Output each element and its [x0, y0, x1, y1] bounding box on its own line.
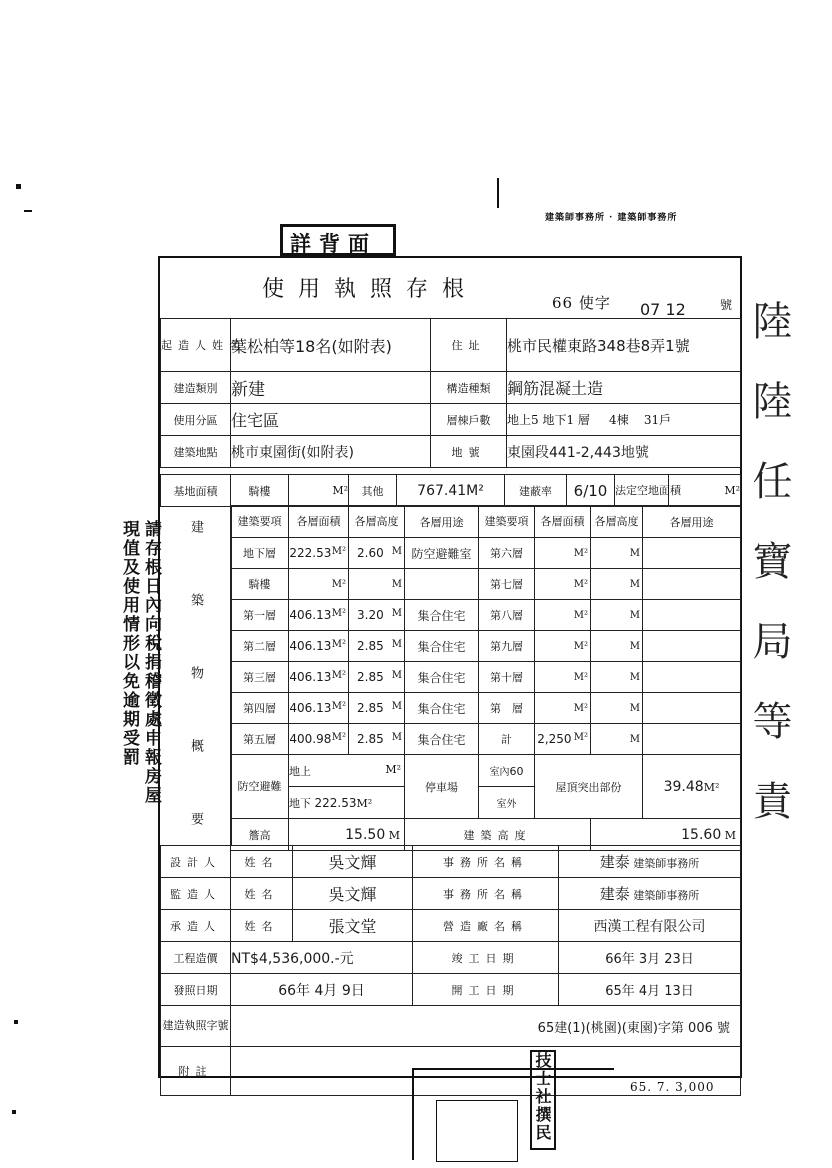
below-value: 222.53: [314, 795, 357, 810]
structure-value: 鋼筋混凝土造: [507, 379, 604, 398]
floor-row: 第三層 406.13 M² 2.85 M 集合住宅 第十層 M² M: [231, 662, 741, 693]
col-area: 各層面積: [289, 506, 349, 538]
cost-row: [161, 942, 741, 974]
floor-row: 第五層 400.98 M² 2.85 M 集合住宅 計 2,250 M² M: [231, 724, 741, 755]
floor-use: 集合住宅: [417, 701, 466, 716]
contractor-firm: 西漢工程有限公司: [593, 918, 706, 935]
firm-label: 營造廠名稱: [413, 910, 559, 942]
area-table: [160, 474, 741, 507]
floor-area: 406.13: [289, 608, 332, 622]
floor-name-right: 第七層: [490, 578, 523, 591]
start-label: 開工日期: [413, 974, 559, 1006]
side-note: 請存根日內向稅捐稽徵處申報房屋現值及使用情形以免逾期受罰: [119, 520, 161, 805]
floor-use: 集合住宅: [417, 732, 466, 747]
start-value: 65年 4月 13日: [605, 984, 694, 999]
contractor-name-label: 姓名: [231, 910, 293, 942]
floor-name-right: 第八層: [490, 609, 523, 622]
build-type-label: 建造類別: [161, 372, 231, 404]
floor-use: 防空避難室: [411, 546, 472, 561]
other-label: 其他: [349, 475, 397, 507]
eave-value: 15.50: [345, 826, 386, 843]
building-header-row: [231, 506, 741, 538]
issue-value: 66年 4月 9日: [278, 982, 365, 999]
designer-label: 設計人: [161, 846, 231, 878]
zone-value: 住宅區: [231, 411, 280, 430]
contractor-label: 承造人: [161, 910, 231, 942]
print-info: 65. 7. 3,000: [630, 1080, 715, 1094]
people-table: [160, 845, 741, 1096]
right-margin-text: 陸陸任寶局等責: [746, 300, 792, 860]
floor-name: 第五層: [243, 733, 276, 746]
bldg-height-label: 建築高度: [405, 819, 591, 851]
supervisor-row: 監造人 姓名 吳文輝 事務所名稱 建泰 建築師事務所: [161, 878, 741, 910]
outdoor-label: 室外: [479, 787, 535, 819]
completion-value: 66年 3月 23日: [605, 952, 694, 967]
building-table: [230, 505, 741, 851]
contractor-name: 張文堂: [328, 917, 377, 936]
floors-value: 地上5 地下1 層: [507, 413, 590, 427]
owner-row: [161, 319, 741, 372]
designer-office: 建泰: [599, 853, 630, 871]
scan-mark: [14, 1020, 18, 1024]
scan-mark: [24, 210, 32, 212]
floor-row: 騎樓 M² M 第七層 M² M: [231, 569, 741, 600]
floor-row: 地下層 222.53 M² 2.60 M 防空避難室 第六層 M² M: [231, 538, 741, 569]
right-top-stamp: 建築師事務所 · 建築師事務所: [545, 213, 678, 223]
supervisor-name: 吳文輝: [328, 885, 377, 904]
footer-frame-inner: [436, 1100, 518, 1162]
floor-row: 第四層 406.13 M² 2.85 M 集合住宅 第 層 M² M: [231, 693, 741, 724]
floor-use: 集合住宅: [417, 608, 466, 623]
height-row: 簷高 15.50 M 建築高度 15.60 M: [231, 819, 741, 851]
address-value: 桃市民權東路348巷8弄1號: [507, 336, 690, 355]
building-section-divider: [160, 505, 232, 846]
floor-height: 2.85: [357, 670, 384, 684]
coverage-value: 6/10: [573, 481, 608, 500]
designer-office-label: 事務所名稱: [413, 846, 559, 878]
col-area-right: 各層面積: [535, 506, 591, 538]
floor-row: 第二層 406.13 M² 2.85 M 集合住宅 第九層 M² M: [231, 631, 741, 662]
air-raid-below-row: 地下 222.53M² 室外: [231, 787, 741, 819]
roof-value: 39.48: [663, 778, 704, 795]
site-label: 建築地點: [161, 436, 231, 468]
building-section-label: 建築物概要: [188, 520, 203, 885]
footer-stamp-text: 技士社撰民: [533, 1052, 552, 1142]
floor-row: 第一層 406.13 M² 3.20 M 集合住宅 第八層 M² M: [231, 600, 741, 631]
designer-name: 吳文輝: [328, 853, 377, 872]
floor-name: 第一層: [243, 609, 276, 622]
cost-value: NT$4,536,000.-元: [231, 950, 354, 967]
build-type-value: 新建: [231, 380, 265, 400]
permit-row: [161, 1006, 741, 1047]
floor-name-right: 第六層: [490, 547, 523, 560]
arcade-unit: M²: [289, 475, 349, 507]
issue-row: [161, 974, 741, 1006]
floor-name: 第三層: [243, 671, 276, 684]
lot-value: 東園段441-2,443地號: [507, 444, 649, 461]
col-item-right: 建築要項: [479, 506, 535, 538]
floor-use: 集合住宅: [417, 670, 466, 685]
zone-label: 使用分區: [161, 404, 231, 436]
floor-area: 222.53: [289, 546, 332, 560]
floor-name-right: 第九層: [490, 640, 523, 653]
owner-label: 起造人姓名: [161, 319, 231, 372]
supervisor-name-label: 姓名: [231, 878, 293, 910]
cost-label: 工程造價: [161, 942, 231, 974]
owner-value: 葉松柏等18名(如附表): [231, 336, 392, 356]
air-raid-above-row: 防空避難 地上 M² 停車場 室內60 屋頂突出部份 39.48M²: [231, 755, 741, 787]
coverage-label: 建蔽率: [505, 475, 567, 507]
supervisor-office: 建泰: [599, 885, 630, 903]
above-label: 地上: [289, 764, 311, 778]
col-use: 各層用途: [405, 506, 479, 538]
area-row: [161, 475, 741, 507]
top-mark: [497, 178, 509, 208]
col-item: 建築要項: [231, 506, 289, 538]
eave-label: 簷高: [231, 819, 289, 851]
supervisor-label: 監造人: [161, 878, 231, 910]
floor-name-right: 第 層: [490, 702, 523, 715]
permit-value: 65建(1)(桃園)(東園)字第 006 號: [537, 1020, 730, 1036]
build-type-row: [161, 372, 741, 404]
col-use-right: 各層用途: [643, 506, 741, 538]
floor-name: 第二層: [243, 640, 276, 653]
other-value: 767.41M²: [417, 482, 484, 499]
floor-name-right: 計: [501, 733, 512, 746]
floor-height: 2.85: [357, 701, 384, 715]
roof-label: 屋頂突出部份: [535, 755, 643, 819]
area-label: 基地面積: [161, 475, 231, 507]
floor-area: 406.13: [289, 701, 332, 715]
designer-name-label: 姓名: [231, 846, 293, 878]
issue-label: 發照日期: [161, 974, 231, 1006]
col-height: 各層高度: [349, 506, 405, 538]
floor-area-right: 2,250: [537, 732, 572, 746]
scan-mark: [16, 184, 21, 189]
license-suffix: 號: [720, 298, 734, 312]
basic-info-table: [160, 318, 741, 468]
open-space-label: 法定空地面積: [615, 475, 669, 507]
supervisor-office-label: 事務所名稱: [413, 878, 559, 910]
floor-name-right: 第十層: [490, 671, 523, 684]
designer-row: 設計人 姓名 吳文輝 事務所名稱 建泰 建築師事務所: [161, 846, 741, 878]
floor-area: 406.13: [289, 670, 332, 684]
floor-name: 第四層: [243, 702, 276, 715]
floor-name: 地下層: [243, 547, 276, 560]
note-label: 附註: [161, 1047, 231, 1096]
scan-mark: [12, 1110, 16, 1114]
zone-row: [161, 404, 741, 436]
floor-height: 3.20: [357, 608, 384, 622]
buildings-value: 4棟: [608, 413, 629, 427]
arcade-label: 騎樓: [231, 475, 289, 507]
site-value: 桃市東園街(如附表): [231, 444, 354, 461]
floor-height: 2.60: [357, 546, 384, 560]
license-serial: 07 12: [640, 300, 686, 319]
floor-area: 400.98: [289, 732, 332, 746]
contractor-row: [161, 910, 741, 942]
site-row: [161, 436, 741, 468]
parking-label: 停車場: [405, 755, 479, 819]
households-value: 31戶: [643, 413, 672, 427]
lot-label: 地號: [431, 436, 507, 468]
open-space-unit: M²: [669, 475, 741, 507]
license-number-label: 66 使字: [552, 294, 611, 312]
indoor-label: 室內: [489, 767, 510, 778]
floor-name: 騎樓: [248, 578, 271, 591]
air-raid-label: 防空避難: [231, 755, 289, 819]
below-label: 地下: [289, 796, 311, 810]
floor-use: 集合住宅: [417, 639, 466, 654]
floors-label: 層棟戶數: [431, 404, 507, 436]
permit-label: 建造執照字號: [161, 1006, 231, 1047]
floor-height: 2.85: [357, 732, 384, 746]
detail-back-stamp-text: 詳背面: [290, 231, 377, 256]
floor-area: 406.13: [289, 639, 332, 653]
indoor-value: 60: [509, 765, 524, 778]
bldg-height-value: 15.60: [681, 826, 722, 843]
col-height-right: 各層高度: [591, 506, 643, 538]
floor-height: 2.85: [357, 639, 384, 653]
address-label: 住址: [431, 319, 507, 372]
completion-label: 竣工日期: [413, 942, 559, 974]
form-title: 使用執照存根: [262, 277, 479, 302]
structure-label: 構造種類: [431, 372, 507, 404]
